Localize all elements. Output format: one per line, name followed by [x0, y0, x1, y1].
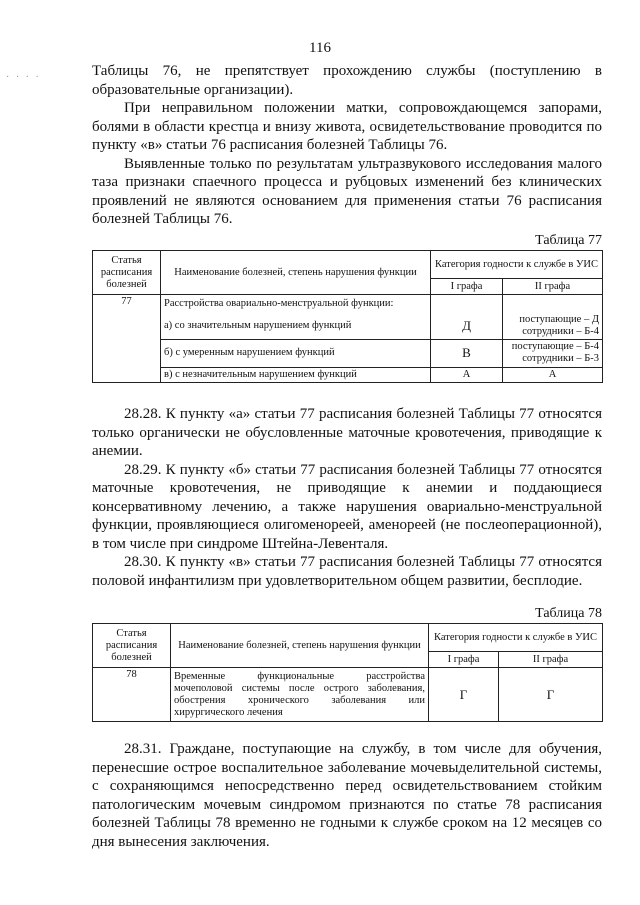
th-name: Наименование болезней, степень нарушения функции — [161, 251, 431, 295]
margin-dots: · · · · — [6, 72, 41, 83]
row-name: в) с незначительным нарушением функций — [161, 367, 431, 382]
row-col-2: поступающие – Д сотрудники – Б-4 — [503, 313, 603, 340]
row-col-1: В — [431, 339, 503, 367]
table-row-intro: Расстройства овариально-менструальной функции: — [161, 295, 431, 313]
table-77-caption: Таблица 77 — [535, 233, 602, 248]
paragraph: 28.28. К пункту «а» статьи 77 расписания болезней Таблицы 77 относятся только органически не обусловленные маточные кровотечения, приводящие к анемии. — [92, 406, 602, 459]
text-block-bottom — [92, 740, 602, 851]
row-col-2: поступающие – Б-4 сотрудники – Б-3 — [503, 339, 603, 367]
text-block-middle — [92, 405, 602, 590]
table-77 — [92, 250, 603, 383]
paragraph: Выявленные только по результатам ультразвукового исследования малого таза признаки спаечного процесса и рубцовых изменений без клинических проявлений не являются основанием для применения статьи 76 расписания болезней Таблицы 76. — [92, 155, 602, 227]
row-col-1: Г — [429, 668, 499, 722]
row-col-1: А — [431, 367, 503, 382]
paragraph: 28.30. К пункту «в» статьи 77 расписания болезней Таблицы 77 относятся половой инфантилизм при удовлетворительном общем развитии, бесплодие. — [92, 554, 602, 589]
paragraph: 28.29. К пункту «б» статьи 77 расписания болезней Таблицы 77 относятся маточные кровотечения, не приводящие к анемии и поддающиеся консервативному лечению, а также нарушения овариально-менструальной функции, проявляющиеся олигоменореей, аменореей (не послеоперационной), в том числе при синдроме Штейна-Левенталя. — [92, 461, 602, 552]
th-col-1: I графа — [429, 652, 499, 668]
table-row — [93, 313, 603, 340]
row-name: б) с умеренным нарушением функций — [161, 339, 431, 367]
row-col-2: А — [503, 367, 603, 382]
page-number: 116 — [309, 40, 331, 56]
paragraph: При неправильном положении матки, сопровождающемся запорами, болями в области крестца и внизу живота, освидетельствование проводится по пункту «в» статьи 76 расписания болезней Таблицы 76. — [92, 100, 602, 153]
th-category: Категория годности к службе в УИС — [431, 251, 603, 279]
row-name: Временные функциональные расстройства мочеполовой системы после острого заболевания, обострения хронического заболевания или хирургического лечения — [171, 668, 429, 722]
text-block-top — [92, 62, 602, 229]
table-row — [93, 668, 603, 722]
article-cell: 77 — [93, 295, 161, 383]
th-article: Статья расписания болезней — [93, 624, 171, 668]
th-category: Категория годности к службе в УИС — [429, 624, 603, 652]
table-78-caption: Таблица 78 — [535, 606, 602, 621]
table-row — [93, 339, 603, 367]
th-col-2: II графа — [499, 652, 603, 668]
article-cell: 78 — [93, 668, 171, 722]
th-col-2: II графа — [503, 279, 603, 295]
row-col-2: Г — [499, 668, 603, 722]
table-78 — [92, 623, 603, 722]
th-article: Статья расписания болезней — [93, 251, 161, 295]
row-name: а) со значительным нарушением функций — [161, 313, 431, 340]
row-col-1: Д — [431, 313, 503, 340]
th-col-1: I графа — [431, 279, 503, 295]
paragraph: 28.31. Граждане, поступающие на службу, в том числе для обучения, перенесшие острое воспалительное заболевание мочевыделительной системы, с сохраняющимся непосредственно перед освидетельствованием стойким патологическим мочевым синдромом признаются по статье 78 расписания болезней Таблицы 78 временно не годными к службе сроком на 12 месяцев со дня вынесения заключения. — [92, 741, 602, 850]
table-row — [93, 367, 603, 382]
paragraph: Таблицы 76, не препятствует прохождению службы (поступлению в образовательные организации). — [92, 63, 602, 98]
th-name: Наименование болезней, степень нарушения функции — [171, 624, 429, 668]
